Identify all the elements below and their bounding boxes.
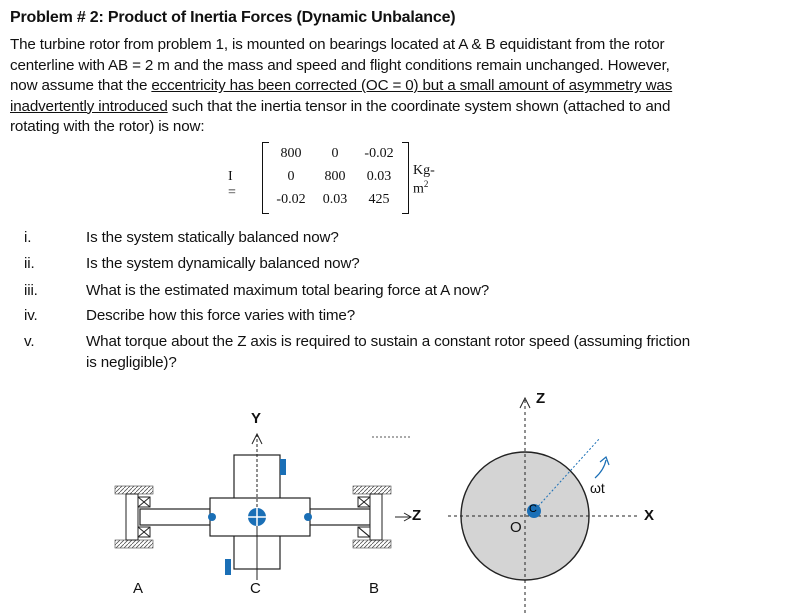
rotation-arc [595,460,606,478]
matrix-cell-1-1: 800 [280,146,302,161]
label-a: A [133,580,144,597]
question-number: ii. [24,255,35,272]
description-line-5: rotating with the rotor) is now: [10,118,205,136]
label-z-side: Z [412,507,422,524]
question-text: Describe how this force varies with time? [86,307,356,324]
matrix-unit: $Kg-m^2$ [413,163,435,197]
unbalance-mass-top [280,459,286,475]
label-c: C [250,580,261,597]
question-text: What torque about the Z axis is required to sustain a constant rotor speed (assuming friction [86,333,690,350]
description-line-4-end: such that the inertia tensor in the coordinate system shown (attached to and [167,97,671,115]
description-line-1: The turbine rotor from problem 1, is mounted on bearings located at A & B equidistant from the rotor [10,36,665,53]
matrix-cell-3-3: 425 [368,192,390,207]
question-number: iii. [24,282,38,299]
eccentricity-underlined-text: eccentricity has been corrected (OC = 0) but a small amount of asymmetry was [151,77,673,95]
matrix-unit-text: Kg-m [413,163,435,197]
matrix-cell-2-3: 0.03 [366,169,392,184]
rotor-center-marker [248,508,266,526]
side-mass-left [208,513,216,521]
matrix-cell-3-1: -0.02 [276,192,306,207]
problem-title: Problem # 2: Product of Inertia Forces (Dynamic Unbalance) [10,9,456,26]
matrix-cell-1-2: 0 [331,146,339,161]
question-text: Is the system statically balanced now? [86,229,339,246]
description-line-3-start: now assume that the [10,77,152,95]
label-omega-t: ωt [590,480,605,496]
label-x: X [644,507,655,524]
matrix-label: I = [228,169,236,200]
label-y: Y [251,410,262,427]
question-text: What is the estimated maximum total bearing force at A now? [86,282,490,299]
label-b: B [369,580,380,597]
label-z-end: Z [536,390,546,407]
matrix-cell-1-3: -0.02 [364,146,394,161]
side-mass-right [304,513,312,521]
label-c-end: C [529,503,537,515]
matrix-cell-2-1: 0 [287,169,295,184]
question-number: iv. [24,307,38,324]
question-number: v. [24,333,35,350]
question-5-continued: is negligible)? [86,354,177,371]
question-text: Is the system dynamically balanced now? [86,255,360,272]
inadvertently-underlined-text: inadvertently introduced [10,97,168,115]
question-number: i. [24,229,32,246]
matrix-cell-2-2: 800 [324,169,346,184]
unbalance-mass-bottom [225,559,231,575]
matrix-cell-3-2: 0.03 [322,192,348,207]
label-o: O [510,519,522,536]
description-line-2: centerline with AB = 2 m and the mass and speed and flight conditions remain unchanged. However, [10,56,670,74]
